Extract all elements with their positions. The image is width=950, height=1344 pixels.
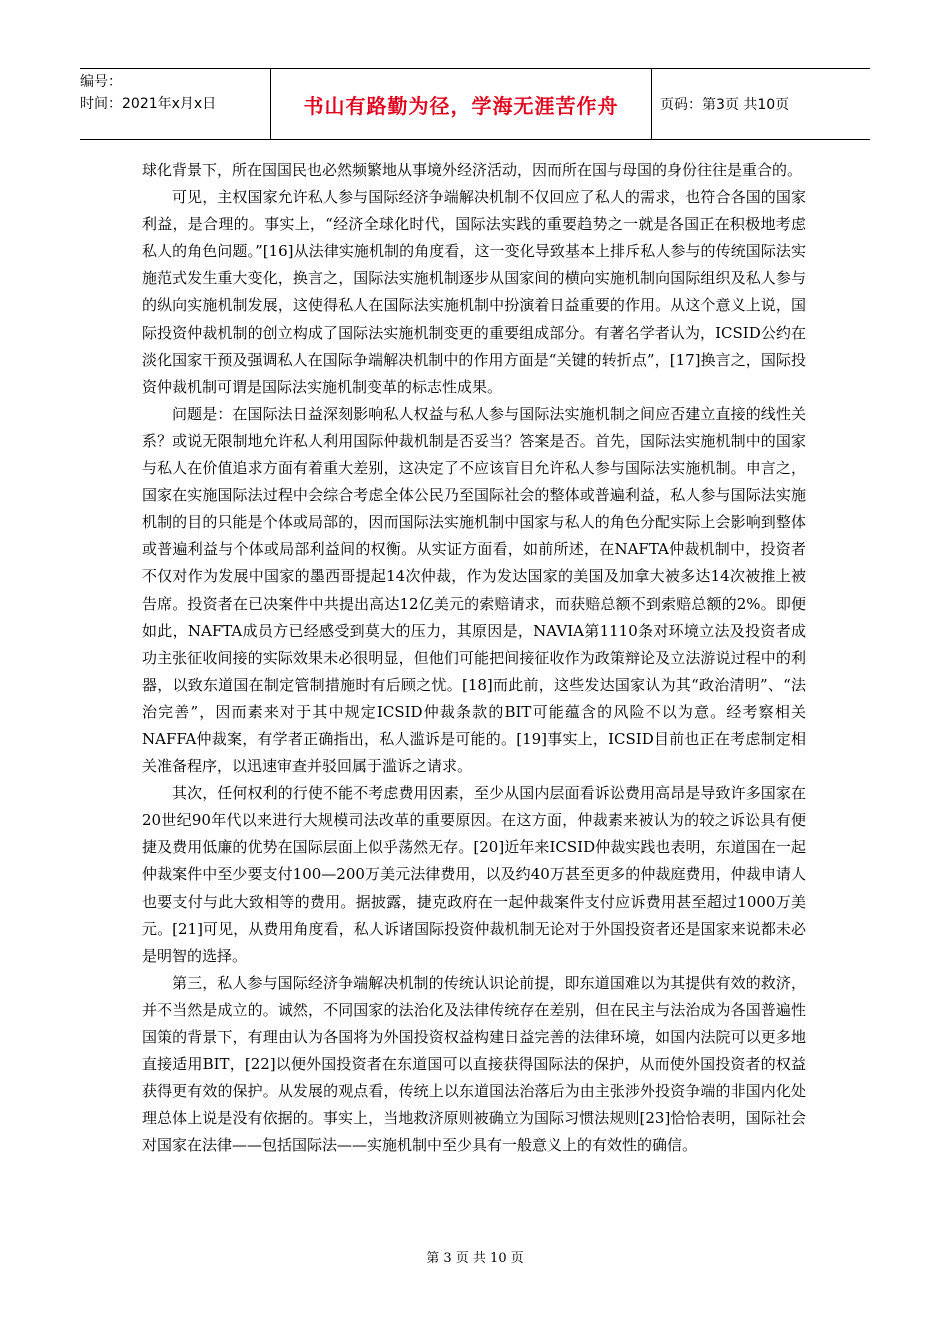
header-motto: 书山有路勤为径，学海无涯苦作舟 <box>270 69 652 139</box>
paragraph-continuation: 球化背景下，所在国国民也必然频繁地从事境外经济活动，因而所在国与母国的身份往往是重合的。 <box>142 161 803 179</box>
header-meta <box>80 69 270 139</box>
paragraph: 其次，任何权利的行使不能不考虑费用因素，至少从国内层面看诉讼费用高昂是导致许多国家在20世纪90年代以来进行大规模司法改革的重要原因。在这方面，仲裁素来被认为的较之诉讼具有便捷及费用低廉的优势在国际层面上似乎荡然无存。[20]近年来ICSID仲裁实践也表明，东道国在一起仲裁案件中至少要支付100—200万美元法律费用，以及约40万甚至更多的仲裁庭费用，仲裁申请人也要支付与此大致相等的费用。据披露，捷克政府在一起仲裁案件支付应诉费用甚至超过1000万美元。[21]可见，从费用角度看，私人诉诸国际投资仲裁机制无论对于外国投资者还是国家来说都未必是明智的选择。 <box>142 784 806 965</box>
header-number-label: 编号： <box>80 74 122 90</box>
paragraph: 可见，主权国家允许私人参与国际经济争端解决机制不仅回应了私人的需求，也符合各国的国家利益，是合理的。事实上，“经济全球化时代，国际法实践的重要趋势之一就是各国正在积极地考虑私人的角色问题。”[16]从法律实施机制的角度看，这一变化导致基本上排斥私人参与的传统国际法实施范式发生重大变化，换言之，国际法实施机制逐步从国家间的横向实施机制向国际组织及私人参与的纵向实施机制发展，这使得私人在国际法实施机制中扮演着日益重要的作用。从这个意义上说，国际投资仲裁机制的创立构成了国际法实施机制变更的重要组成部分。有著名学者认为，ICSID公约在淡化国家干预及强调私人在国际争端解决机制中的作用方面是“关键的转折点”，[17]换言之，国际投资仲裁机制可谓是国际法实施机制变革的标志性成果。 <box>142 188 806 396</box>
page-footer: 第 3 页 共 10 页 <box>426 1251 524 1266</box>
document-body <box>142 157 806 1159</box>
page-header <box>80 68 870 140</box>
header-date: 时间：2021年x月x日 <box>80 96 217 112</box>
paragraph: 第三，私人参与国际经济争端解决机制的传统认识论前提，即东道国难以为其提供有效的救济，并不当然是成立的。诚然，不同国家的法治化及法律传统存在差别，但在民主与法治成为各国普遍性国策的背景下，有理由认为各国将为外国投资权益构建日益完善的法律环境，如国内法院可以更多地直接适用BIT，[22]以便外国投资者在东道国可以直接获得国际法的保护，从而使外国投资者的权益获得更有效的保护。从发展的观点看，传统上以东道国法治落后为由主张涉外投资争端的非国内化处理总体上说是没有依据的。事实上，当地救济原则被确立为国际习惯法规则[23]恰恰表明，国际社会对国家在法律——包括国际法——实施机制中至少具有一般意义上的有效性的确信。 <box>142 973 806 1155</box>
paragraph: 问题是：在国际法日益深刻影响私人权益与私人参与国际法实施机制之间应否建立直接的线性关系？或说无限制地允许私人利用国际仲裁机制是否妥当？答案是否。首先，国际法实施机制中的国家与私人在价值追求方面有着重大差别，这决定了不应该盲目允许私人参与国际法实施机制。申言之，国家在实施国际法过程中会综合考虑全体公民乃至国际社会的整体或普遍利益，私人参与国际法实施机制的目的只能是个体或局部的，因而国际法实施机制中国家与私人的角色分配实际上会影响到整体或普遍利益与个体或局部利益间的权衡。从实证方面看，如前所述，在NAFTA仲裁机制中，投资者不仅对作为发展中国家的墨西哥提起14次仲裁，作为发达国家的美国及加拿大被多达14次被推上被告席。投资者在已决案件中共提出高达12亿美元的索赔请求，而获赔总额不到索赔总额的2%。即便如此，NAFTA成员方已经感受到莫大的压力，其原因是，NAVIA第1110条对环境立法及投资者成功主张征收间接的实际效果未必很明显，但他们可能把间接征收作为政策辩论及立法游说过程中的利器，以致东道国在制定管制措施时有后顾之忧。[18]而此前，这些发达国家认为其“政治清明”、“法治完善”，因而素来对于其中规定ICSID仲裁条款的BIT可能蕴含的风险不以为意。经考察相关NAFFA仲裁案，有学者正确指出，私人滥诉是可能的。[19]事实上，ICSID目前也正在考虑制定相关准备程序，以迅速审查并驳回属于滥诉之请求。 <box>142 404 806 776</box>
header-page-info: 页码：第3页 共10页 <box>660 97 790 113</box>
